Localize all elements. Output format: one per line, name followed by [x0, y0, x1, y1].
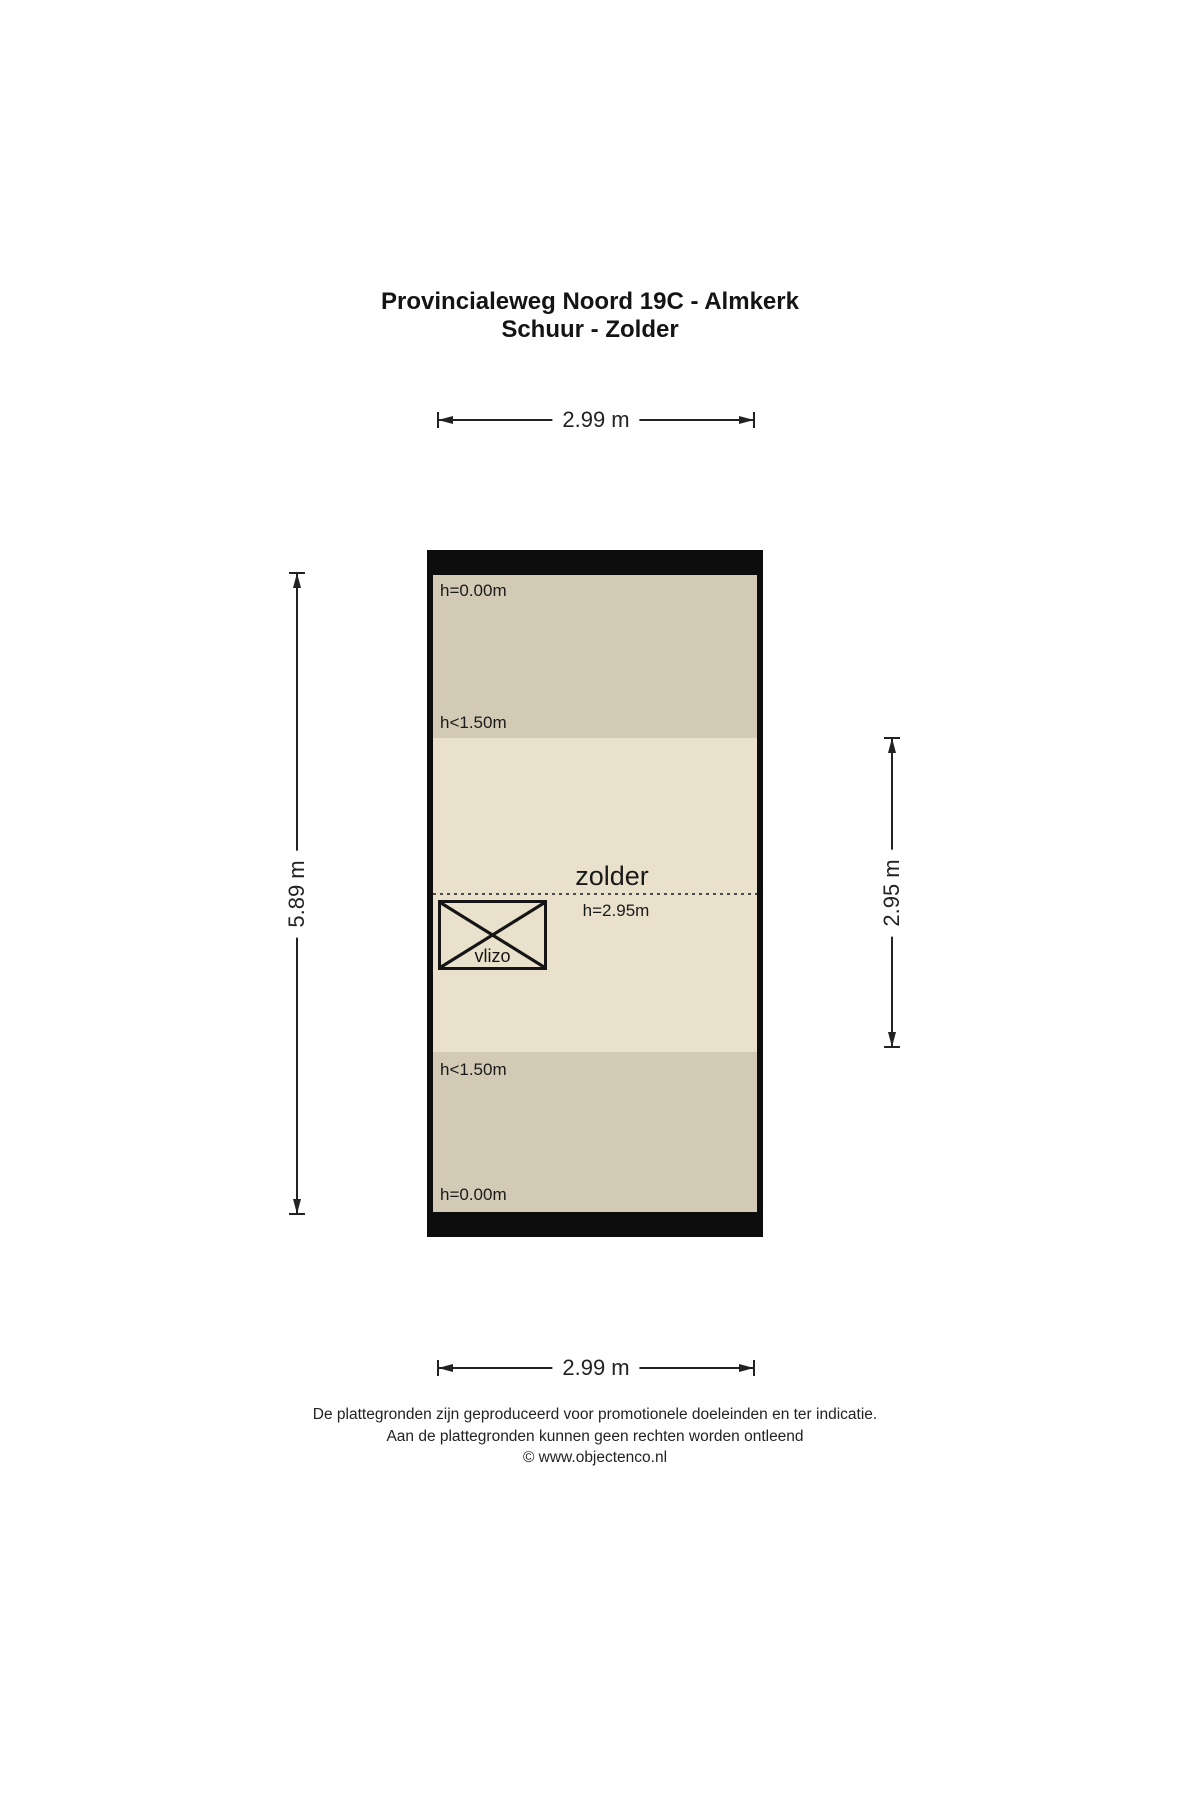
title-address: Provincialeweg Noord 19C - Almkerk: [381, 288, 799, 315]
page-title: [0, 288, 1180, 344]
vlizo-label: vlizo: [474, 946, 511, 966]
dimension-top: [437, 408, 755, 432]
height-label-bottom-slope: h<1.50m: [440, 1060, 507, 1079]
height-label-bottom-floor: h=0.00m: [440, 1185, 507, 1204]
disclaimer-line-1: De plattegronden zijn geproduceerd voor promotionele doeleinden en ter indicatie.: [312, 1406, 878, 1423]
arrow-right-icon: [739, 416, 754, 424]
disclaimer: [0, 1404, 1190, 1469]
zone-full-height: [433, 738, 757, 1052]
dimension-label-bottom: 2.99 m: [552, 1355, 639, 1381]
dimension-label-left: 5.89 m: [284, 850, 310, 937]
arrow-up-icon: [293, 573, 301, 588]
dimension-label-top: 2.99 m: [552, 407, 639, 433]
dimension-right: [880, 737, 904, 1048]
arrow-down-icon: [293, 1199, 301, 1214]
building-outline: [427, 550, 763, 1237]
arrow-left-icon: [438, 1364, 453, 1372]
arrow-left-icon: [438, 416, 453, 424]
dimension-left: [285, 572, 309, 1215]
height-label-top-floor: h=0.00m: [440, 581, 507, 600]
arrow-right-icon: [739, 1364, 754, 1372]
arrow-down-icon: [888, 1032, 896, 1047]
room-name-label: zolder: [575, 861, 649, 891]
vlizo-hatch: [438, 900, 547, 970]
height-label-top-slope: h<1.50m: [440, 713, 507, 732]
copyright-line: © www.objectenco.nl: [522, 1449, 668, 1466]
room-height-label: h=2.95m: [582, 901, 650, 920]
ceiling-break-dashed-line: [433, 893, 757, 895]
dimension-bottom: [437, 1356, 755, 1380]
arrow-up-icon: [888, 738, 896, 753]
disclaimer-line-2: Aan de plattegronden kunnen geen rechten worden ontleend: [386, 1427, 804, 1445]
zolder-room: [433, 575, 757, 1212]
dimension-label-right: 2.95 m: [879, 849, 905, 936]
title-floor: Schuur - Zolder: [501, 316, 679, 343]
